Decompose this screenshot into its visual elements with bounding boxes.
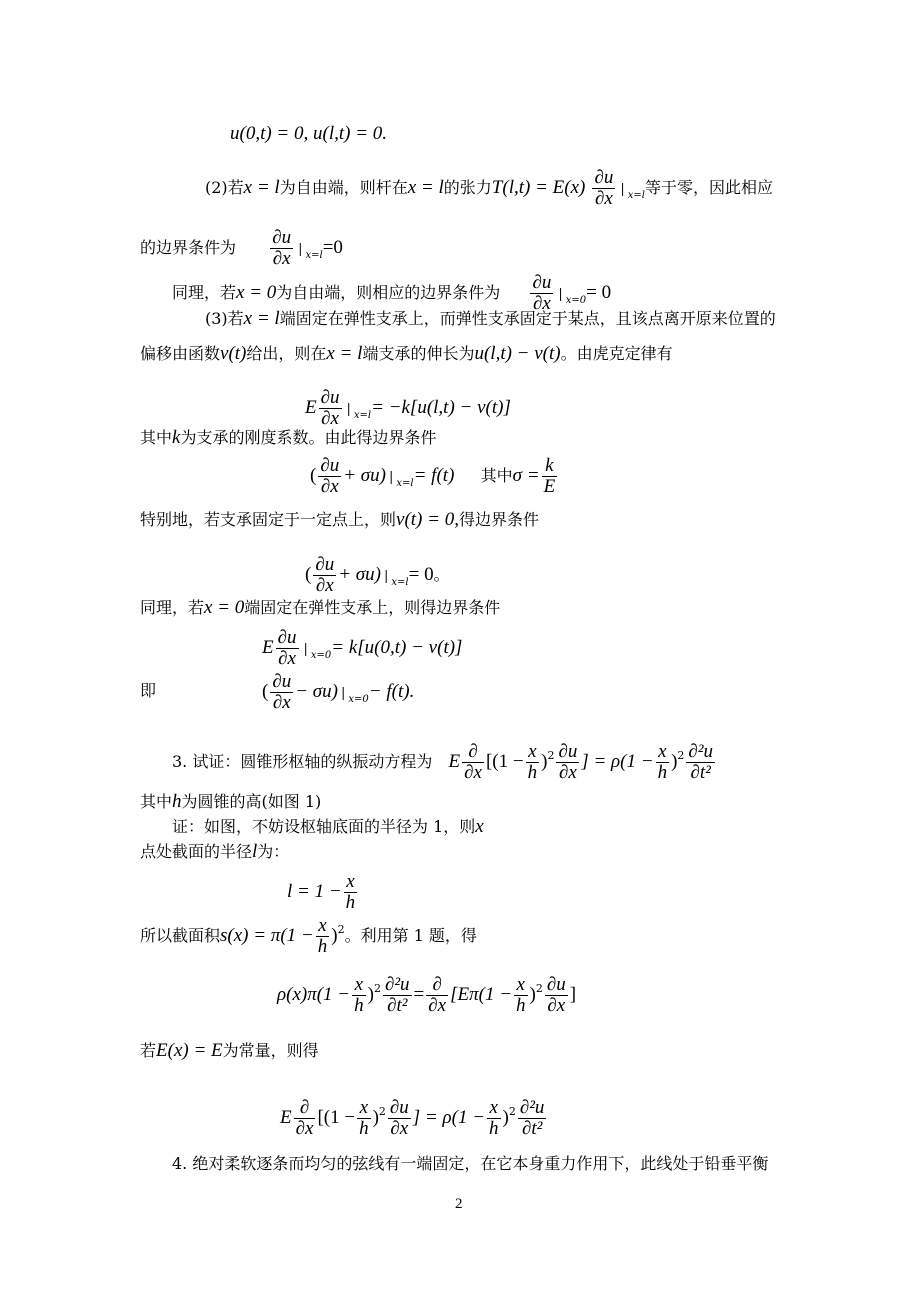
math: ) xyxy=(367,983,374,1005)
denominator: h xyxy=(527,761,538,783)
math: − f(t). xyxy=(368,680,415,702)
proof-line xyxy=(172,817,484,837)
math: ) xyxy=(529,983,536,1005)
denominator: h xyxy=(345,891,356,913)
text: 证：如图，不妨设枢轴底面的半径为 1，则 xyxy=(172,817,476,836)
fraction xyxy=(518,1098,547,1139)
left-elastic-boundary-condition xyxy=(262,672,414,713)
special-case-line xyxy=(140,510,539,530)
similar-free-end-line xyxy=(172,273,611,314)
math: E(x) = E xyxy=(156,1040,223,1061)
math: + σu) xyxy=(343,464,386,486)
denominator: ∂x xyxy=(272,247,291,269)
math: ] = ρ(1 − xyxy=(412,1106,486,1128)
denominator: ∂x xyxy=(295,1117,314,1139)
subscript: x=l xyxy=(396,477,414,489)
eval-bar: | xyxy=(341,685,346,701)
denominator: ∂x xyxy=(594,187,613,209)
eval-bar: | xyxy=(303,641,308,657)
denominator: ∂x xyxy=(315,574,334,596)
subscript: x=l xyxy=(305,249,323,261)
numerator: ∂u xyxy=(389,1097,409,1118)
fraction xyxy=(462,742,484,783)
fraction xyxy=(276,628,299,669)
text: 得边界条件 xyxy=(458,510,539,529)
math: = f(t) xyxy=(413,464,455,486)
text: 为： xyxy=(257,842,290,861)
math: x = 0 xyxy=(204,597,245,618)
superscript: 2 xyxy=(677,748,685,762)
denominator: ∂x xyxy=(321,407,339,429)
fraction xyxy=(530,273,553,314)
text: 若 xyxy=(140,1041,157,1060)
numerator: ∂u xyxy=(532,272,552,293)
math: l xyxy=(252,841,258,862)
math: [(1 − xyxy=(485,750,524,772)
denominator: ∂t² xyxy=(521,1117,543,1139)
math: ) xyxy=(331,924,338,946)
denominator: ∂x xyxy=(320,475,339,497)
numerator: ∂u xyxy=(546,974,566,995)
numerator: x xyxy=(514,975,528,996)
fraction xyxy=(556,742,579,783)
denominator: ∂t² xyxy=(387,994,408,1016)
text: (2)若 xyxy=(205,177,244,197)
math: ρ(x)π(1 − xyxy=(277,983,351,1005)
text: 为常量，则得 xyxy=(222,1041,319,1060)
math: E xyxy=(448,750,461,772)
paragraph-2-line-1 xyxy=(205,168,773,209)
fraction xyxy=(357,1098,371,1139)
math: x xyxy=(475,816,484,837)
text: 为圆锥的高(如图 1) xyxy=(181,792,322,811)
numerator: ∂u xyxy=(315,554,335,575)
eval-bar: | xyxy=(298,241,303,257)
constant-e-line xyxy=(140,1041,319,1061)
left-hooke-equation xyxy=(262,628,462,669)
math: = xyxy=(413,983,425,1005)
text: 其中 xyxy=(140,792,173,811)
fixed-boundary-conditions: u(0,t) = 0, u(l,t) = 0. xyxy=(230,123,388,144)
elastic-boundary-condition xyxy=(310,456,559,497)
superscript: 2 xyxy=(547,748,555,762)
math: ( xyxy=(310,464,317,486)
subscript: x=0 xyxy=(565,294,587,306)
fraction xyxy=(526,742,540,783)
derived-equation xyxy=(277,975,576,1016)
math: x = 0 xyxy=(236,281,277,303)
numerator: ∂u xyxy=(277,627,297,648)
fraction xyxy=(294,1098,316,1139)
numerator: x xyxy=(344,872,358,893)
fraction xyxy=(352,975,366,1016)
denominator: ∂x xyxy=(428,994,447,1016)
numerator: x xyxy=(487,1098,501,1119)
fraction xyxy=(270,228,293,269)
subscript: x=l xyxy=(353,409,372,421)
subscript: x=0 xyxy=(310,649,332,661)
math: x = l xyxy=(326,343,363,364)
fraction xyxy=(319,388,342,429)
text: 同理，若 xyxy=(172,282,237,302)
math: x = l xyxy=(407,176,444,198)
numerator: ∂u xyxy=(272,671,292,692)
math: v(t) = 0, xyxy=(396,509,459,530)
math: h xyxy=(172,791,182,812)
math: s(x) = π(1 − xyxy=(220,924,314,946)
fraction xyxy=(318,456,341,497)
denominator: h xyxy=(317,935,328,957)
numerator: x xyxy=(357,1098,371,1119)
paragraph-3-line-1 xyxy=(205,309,776,329)
math: − σu) xyxy=(295,680,338,702)
numerator: x xyxy=(656,742,670,763)
math: ) xyxy=(541,750,548,772)
eval-bar: | xyxy=(389,469,394,485)
fixed-point-boundary-condition xyxy=(305,555,450,596)
denominator: ∂x xyxy=(464,761,482,783)
math: ) xyxy=(671,750,678,772)
denominator: ∂x xyxy=(547,994,566,1016)
superscript: 2 xyxy=(508,1104,516,1118)
math: ( xyxy=(262,680,269,702)
denominator: h xyxy=(489,1117,499,1139)
final-cone-equation xyxy=(280,1098,548,1139)
numerator: ∂u xyxy=(272,227,292,248)
denominator: ∂x xyxy=(558,761,577,783)
text: 为自由端，则相应的边界条件为 xyxy=(276,282,501,302)
fraction xyxy=(316,916,330,957)
subscript: x=0 xyxy=(348,693,369,705)
denominator: h xyxy=(359,1117,369,1139)
math: v(t) xyxy=(220,343,247,364)
subscript: x=l xyxy=(627,189,645,201)
page-number: 2 xyxy=(455,1196,463,1212)
denominator: E xyxy=(543,475,556,497)
stiffness-line xyxy=(140,428,436,448)
eval-bar: | xyxy=(558,286,563,302)
math: k xyxy=(172,427,181,448)
fraction xyxy=(656,742,670,783)
denominator: ∂t² xyxy=(690,761,711,783)
denominator: h xyxy=(657,761,668,783)
denominator: h xyxy=(516,994,526,1016)
fraction xyxy=(426,975,448,1016)
math: = −k[u(l,t) − v(t)] xyxy=(371,396,511,418)
math: [(1 − xyxy=(317,1106,356,1128)
math: σ = xyxy=(512,464,540,486)
fraction xyxy=(344,872,358,913)
eval-bar: | xyxy=(346,401,351,417)
fraction xyxy=(383,975,412,1016)
eval-bar: | xyxy=(620,181,625,197)
hooke-equation xyxy=(305,388,511,429)
text: 为自由端，则杆在 xyxy=(279,177,408,197)
text: 等于零，因此相应 xyxy=(644,177,773,197)
math: = 0 xyxy=(586,281,612,303)
text: 的边界条件为 xyxy=(140,237,237,257)
numerator: ∂²u xyxy=(384,974,410,995)
numerator: ∂ xyxy=(426,975,448,996)
fraction xyxy=(686,742,715,783)
text: 其中 xyxy=(140,428,173,447)
math: [Eπ(1 − xyxy=(450,983,513,1005)
similar-left-end-line xyxy=(140,598,500,618)
superscript: 2 xyxy=(378,1104,386,1118)
paragraph-2-line-2 xyxy=(140,228,343,269)
fraction xyxy=(592,168,615,209)
superscript: 2 xyxy=(373,981,381,995)
fraction xyxy=(388,1098,411,1139)
eval-bar: | xyxy=(384,568,389,584)
math: T(l,t) = E(x) xyxy=(491,176,586,198)
numerator: ∂ xyxy=(294,1098,316,1119)
text: (3)若 xyxy=(205,309,244,328)
math: ] xyxy=(569,983,577,1005)
text: 同理，若 xyxy=(140,598,205,617)
math: ) xyxy=(372,1106,379,1128)
math: x = l xyxy=(243,308,280,329)
math: ] = ρ(1 − xyxy=(581,750,654,772)
numerator: ∂²u xyxy=(688,741,713,762)
fraction xyxy=(270,672,293,713)
math: ( xyxy=(305,563,312,585)
denominator: ∂x xyxy=(533,292,551,314)
denominator: h xyxy=(354,994,364,1016)
subscript: x=l xyxy=(391,576,409,588)
numerator: ∂u xyxy=(594,167,614,188)
text: 特别地，若支承固定于一定点上，则 xyxy=(140,510,397,529)
fraction xyxy=(487,1098,501,1139)
text: 的张力 xyxy=(443,177,492,197)
numerator: ∂u xyxy=(320,387,340,408)
math: x = l xyxy=(243,176,280,198)
text: 其中 xyxy=(480,465,513,485)
radius-line xyxy=(140,842,289,862)
superscript: 2 xyxy=(535,981,543,995)
fraction xyxy=(514,975,528,1016)
numerator: x xyxy=(526,742,540,763)
fraction xyxy=(313,555,336,596)
text: 端固定在弹性支承上，而弹性支承固定于某点，且该点离开原来位置的 xyxy=(279,309,776,328)
numerator: x xyxy=(316,916,330,937)
problem-4-statement: 4. 绝对柔软逐条而均匀的弦线有一端固定，在它本身重力作用下，此线处于铅垂平衡 xyxy=(172,1154,769,1173)
text: 为支承的刚度系数。由此得边界条件 xyxy=(180,428,437,447)
paragraph-3-line-2 xyxy=(140,344,673,364)
numerator: ∂u xyxy=(558,741,578,762)
denominator: ∂x xyxy=(390,1117,409,1139)
text: 端支承的伸长为 xyxy=(362,344,475,363)
math: u(l,t) − v(t) xyxy=(474,343,561,364)
text: 。利用第 1 题，得 xyxy=(344,925,477,945)
math: =0 xyxy=(322,236,343,258)
numerator: ∂²u xyxy=(519,1097,545,1118)
ji-label: 即 xyxy=(140,681,157,700)
denominator: ∂x xyxy=(278,647,296,669)
fraction xyxy=(542,456,558,497)
math: + σu) xyxy=(338,563,381,585)
radius-equation xyxy=(287,872,359,913)
text: 。由虎克定律有 xyxy=(560,344,673,363)
cone-height-line xyxy=(140,792,321,812)
numerator: ∂ xyxy=(462,742,484,763)
math: E xyxy=(280,1106,292,1128)
numerator: ∂u xyxy=(320,455,340,476)
math: E xyxy=(262,636,274,658)
superscript: 2 xyxy=(337,922,345,936)
problem-3-statement xyxy=(172,742,717,783)
text: 3. 试证：圆锥形枢轴的纵振动方程为 xyxy=(172,751,433,771)
numerator: k xyxy=(542,456,558,477)
math: ) xyxy=(502,1106,509,1128)
text: 端固定在弹性支承上，则得边界条件 xyxy=(244,598,501,617)
fraction xyxy=(545,975,568,1016)
text: 给出，则在 xyxy=(246,344,327,363)
math: = k[u(0,t) − v(t)] xyxy=(331,636,463,658)
text: 点处截面的半径 xyxy=(140,842,253,861)
text: 所以截面积 xyxy=(140,925,221,945)
denominator: ∂x xyxy=(272,691,291,713)
math: E xyxy=(305,396,317,418)
area-line xyxy=(140,916,477,957)
text: 偏移由函数 xyxy=(140,344,221,363)
math: = 0 xyxy=(408,563,434,585)
text: 。 xyxy=(433,564,450,584)
math: l = 1 − xyxy=(287,880,342,902)
numerator: x xyxy=(352,975,366,996)
